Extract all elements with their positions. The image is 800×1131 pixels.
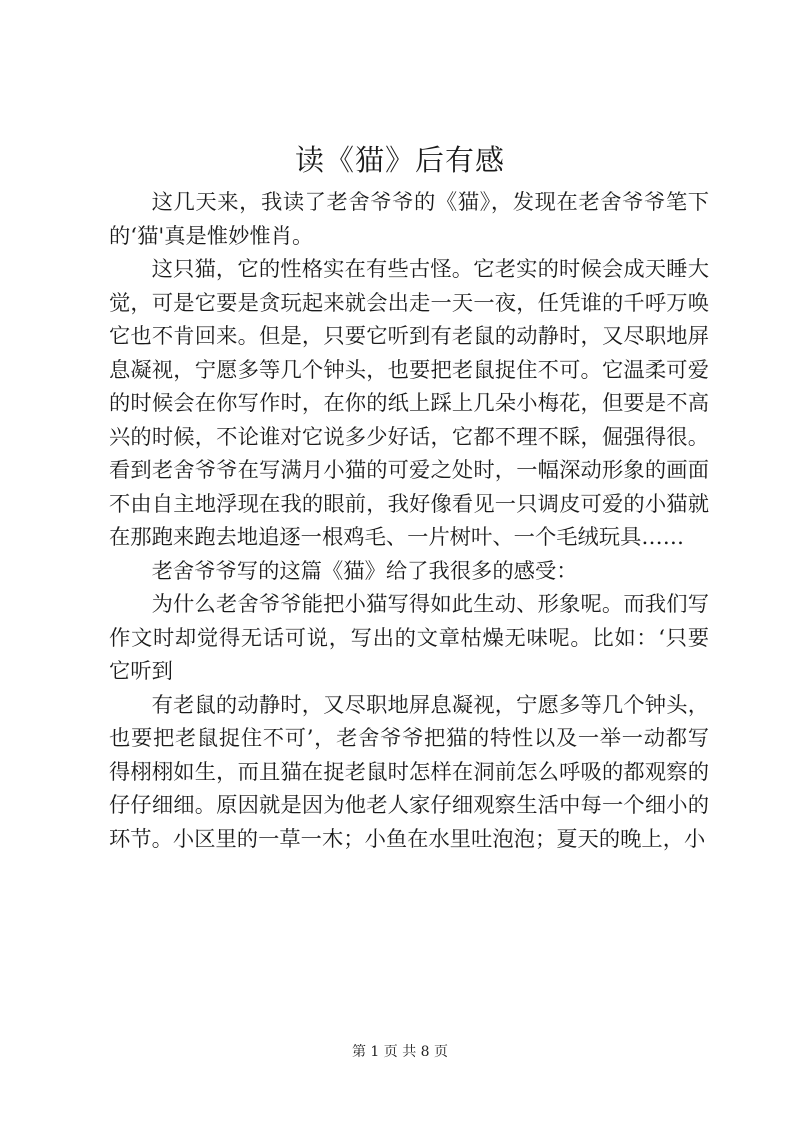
paragraph-2: 这只猫，它的性格实在有些古怪。它老实的时候会成天睡大觉，可是它要是贪玩起来就会出走一天一夜，任凭谁的千呼万唤它也不肯回来。但是，只要它听到有老鼠的动静时，又尽职地屏息凝视，宁愿多等几个钟头，也要把老鼠捉住不可。它温柔可爱的时候会在你写作时，在你的纸上踩上几朵小梅花，但要是不高兴的时候，不论谁对它说多少好话，它都不理不睬，倔强得很。看到老舍爷爷在写满月小猫的可爱之处时，一幅深动形象的画面不由自主地浮现在我的眼前，我好像看见一只调皮可爱的小猫就在那跑来跑去地追逐一根鸡毛、一片树叶、一个毛绒玩具…… xyxy=(109,257,709,550)
paragraph-3: 老舍爷爷写的这篇《猫》给了我很多的感受： xyxy=(151,558,578,584)
paragraph-5: 有老鼠的动静时，又尽职地屏息凝视，宁愿多等几个钟头，也要把老鼠捉住不可’，老舍爷爷把猫的特性以及一举一动都写得栩栩如生，而且猫在捉老鼠时怎样在洞前怎么呼吸的都观察的仔仔细细。原因就是因为他老人家仔细观察生活中每一个细小的环节。小区里的一草一木；小鱼在水里吐泡泡；夏天的晚上，小 xyxy=(109,692,709,852)
paragraph-4: 为什么老舍爷爷能把小猫写得如此生动、形象呢。而我们写作文时却觉得无话可说，写出的文章枯燥无味呢。比如：‘只要它听到 xyxy=(109,592,709,684)
paragraph-1: 这几天来，我读了老舍爷爷的《猫》，发现在老舍爷爷笔下的‘猫'真是惟妙惟肖。 xyxy=(109,190,709,249)
page-title: 读《猫》后有感 xyxy=(294,143,505,177)
document-body xyxy=(109,186,709,856)
page-footer: 第 1 页 共 8 页 xyxy=(351,1044,449,1060)
